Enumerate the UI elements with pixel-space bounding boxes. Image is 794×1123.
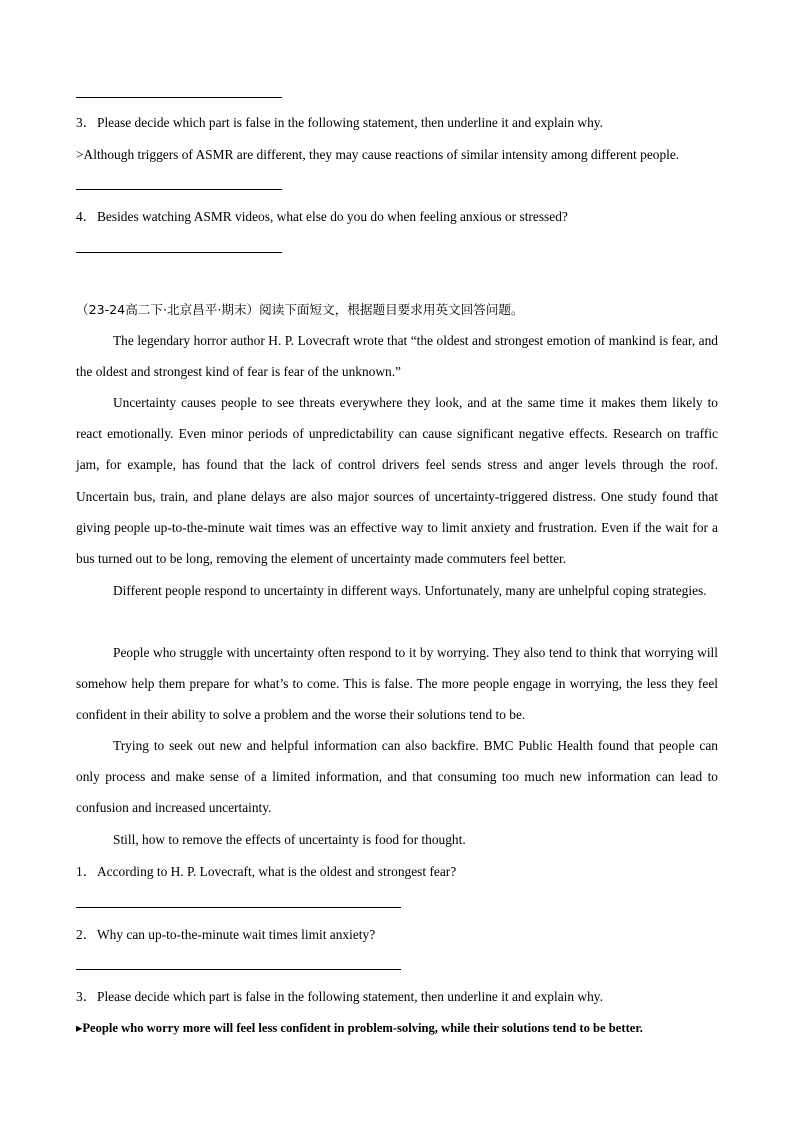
- question-text: Besides watching ASMR videos, what else do you do when feeling anxious or stressed?: [97, 209, 568, 224]
- question-text: Please decide which part is false in the following statement, then underline it and explain why.: [97, 115, 603, 130]
- question-text: Please decide which part is false in the following statement, then underline it and explain why.: [97, 989, 603, 1004]
- question-text: According to H. P. Lovecraft, what is the oldest and strongest fear?: [97, 864, 457, 879]
- question-3-statement: >Although triggers of ASMR are different, they may cause reactions of similar intensity among different people.: [76, 147, 680, 162]
- question-number: 3．: [76, 115, 97, 130]
- question-3: [76, 988, 603, 1006]
- answer-line[interactable]: [76, 97, 282, 98]
- answer-line[interactable]: [76, 189, 282, 190]
- passage-paragraph: Different people respond to uncertainty in different ways. Unfortunately, many are unhelpful coping strategies.: [113, 583, 707, 598]
- section-heading: （23-24高二下·北京昌平·期末）阅读下面短文，根据题目要求用英文回答问题。: [76, 302, 524, 317]
- question-number: 2．: [76, 927, 97, 942]
- answer-line[interactable]: [76, 252, 282, 253]
- question-text: Why can up-to-the-minute wait times limit anxiety?: [97, 927, 376, 942]
- passage-paragraph: The legendary horror author H. P. Lovecraft wrote that “the oldest and strongest emotion of mankind is fear, and the oldest and strongest kind of fear is fear of the unknown.”: [76, 333, 718, 380]
- passage-paragraph: Still, how to remove the effects of uncertainty is food for thought.: [113, 832, 466, 847]
- question-number: 4．: [76, 209, 97, 224]
- passage-paragraph: Uncertainty causes people to see threats everywhere they look, and at the same time it makes them likely to react emotionally. Even minor periods of unpredictability can cause significant negative effects. Research on traffic jam, for example, has found that the lack of control drivers feel sends stress and anger levels through the roof. Uncertain bus, train, and plane delays are also major sources of uncertainty-triggered distress. One study found that giving people up-to-the-minute wait times was an effective way to limit anxiety and frustration. Even if the wait for a bus turned out to be long, removing the element of uncertainty made commuters feel better.: [76, 395, 718, 567]
- question-2: [76, 926, 375, 944]
- question-number: 1．: [76, 864, 97, 879]
- question-number: 3．: [76, 989, 97, 1004]
- question-3-statement: ▸People who worry more will feel less confident in problem-solving, while their solutions tend to be better.: [76, 1021, 643, 1035]
- passage-paragraph: People who struggle with uncertainty often respond to it by worrying. They also tend to think that worrying will somehow help them prepare for what’s to come. This is false. The more people engage in worrying, the less they feel confident in their ability to solve a problem and the worse their solutions tend to be.: [76, 645, 718, 723]
- answer-line[interactable]: [76, 969, 401, 970]
- question-3: [76, 114, 603, 132]
- passage-paragraph: Trying to seek out new and helpful information can also backfire. BMC Public Health found that people can only process and make sense of a limited information, and that consuming too much new information can lead to confusion and increased uncertainty.: [76, 738, 718, 816]
- answer-line[interactable]: [76, 907, 401, 908]
- question-4: [76, 208, 568, 226]
- question-1: [76, 863, 456, 881]
